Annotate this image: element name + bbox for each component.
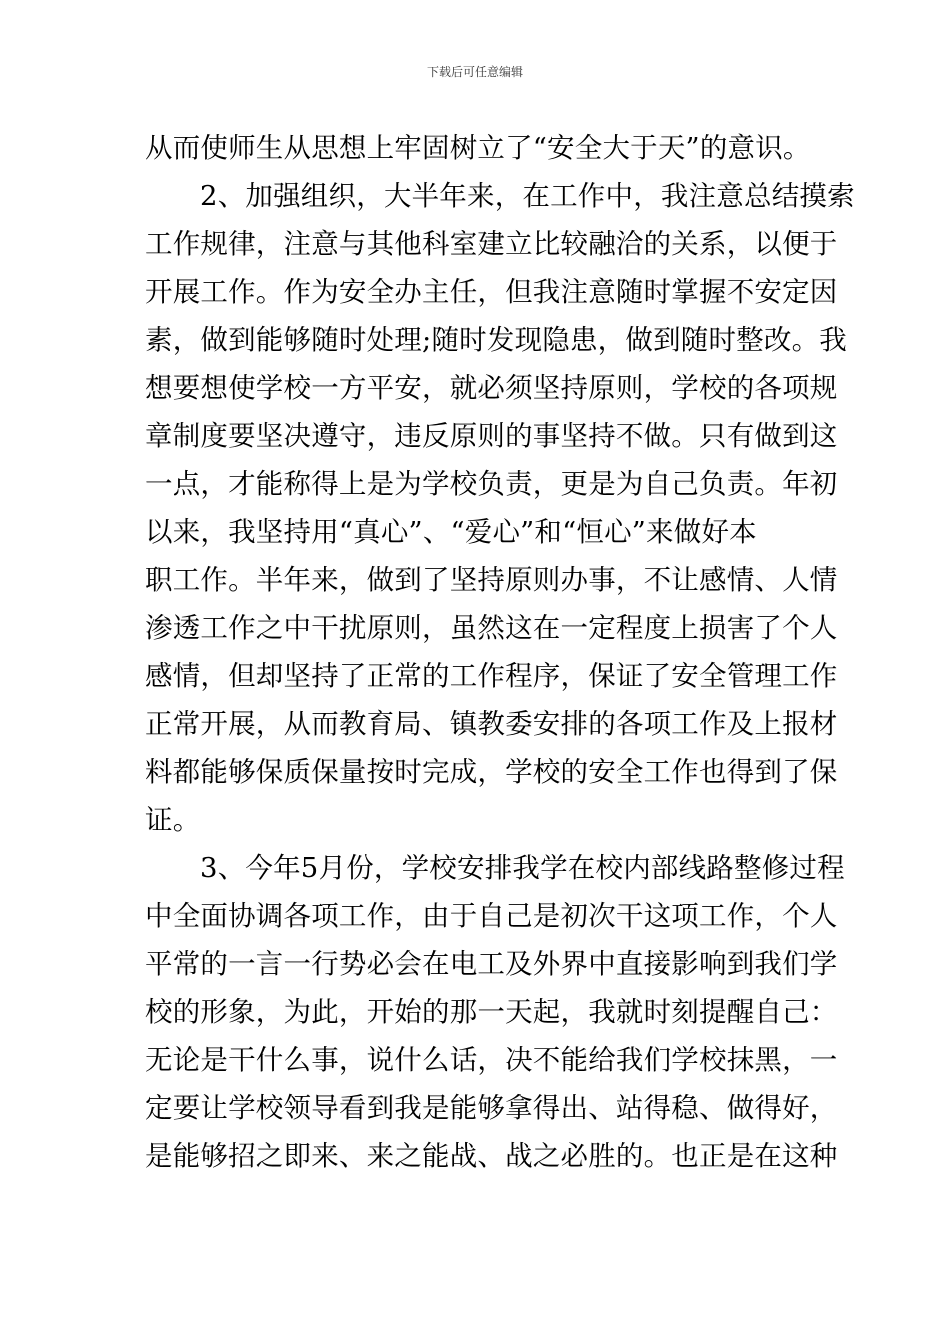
paragraph-line: 校的形象，为此，开始的那一天起，我就时刻提醒自己： <box>145 996 838 1028</box>
paragraph-line: 正常开展，从而教育局、镇教委安排的各项工作及上报材 <box>145 708 838 740</box>
paragraph-line: 想要想使学校一方平安，就必须坚持原则，学校的各项规 <box>145 372 838 404</box>
paragraph-line: 定要让学校领导看到我是能够拿得出、站得稳、做得好， <box>145 1092 838 1124</box>
paragraph-line: 料都能够保质保量按时完成，学校的安全工作也得到了保 <box>145 756 838 788</box>
paragraph-line: 以来，我坚持用“真心”、“爱心”和“恒心”来做好本 <box>145 516 757 548</box>
paragraph-line: 无论是干什么事，说什么话，决不能给我们学校抹黑，一 <box>145 1044 838 1076</box>
paragraph-line: 章制度要坚决遵守，违反原则的事坚持不做。只有做到这 <box>145 420 838 452</box>
paragraph-line: 感情，但却坚持了正常的工作程序，保证了安全管理工作 <box>145 660 838 692</box>
paragraph-line: 从而使师生从思想上牢固树立了“安全大于天”的意识。 <box>145 132 811 164</box>
paragraph-line: 工作规律，注意与其他科室建立比较融洽的关系，以便于 <box>145 228 838 260</box>
document-body <box>145 124 855 1180</box>
paragraph-line: 是能够招之即来、来之能战、战之必胜的。也正是在这种 <box>145 1140 838 1172</box>
paragraph-line: 平常的一言一行势必会在电工及外界中直接影响到我们学 <box>145 948 838 980</box>
paragraph-line: 一点，才能称得上是为学校负责，更是为自己负责。年初 <box>145 468 838 500</box>
paragraph-line: 2、加强组织，大半年来，在工作中，我注意总结摸索 <box>200 180 855 212</box>
paragraph-line: 职工作。半年来，做到了坚持原则办事，不让感情、人情 <box>145 564 838 596</box>
paragraph-line: 渗透工作之中干扰原则，虽然这在一定程度上损害了个人 <box>145 612 838 644</box>
paragraph-line: 3、今年5月份，学校安排我学在校内部线路整修过程 <box>200 852 845 884</box>
page-header: 下载后可任意编辑 <box>426 65 523 79</box>
paragraph-line: 证。 <box>145 804 201 836</box>
paragraph-line: 素，做到能够随时处理;随时发现隐患，做到随时整改。我 <box>145 324 847 356</box>
paragraph-line: 中全面协调各项工作，由于自己是初次干这项工作，个人 <box>145 900 838 932</box>
paragraph-line: 开展工作。作为安全办主任，但我注意随时掌握不安定因 <box>145 276 838 308</box>
